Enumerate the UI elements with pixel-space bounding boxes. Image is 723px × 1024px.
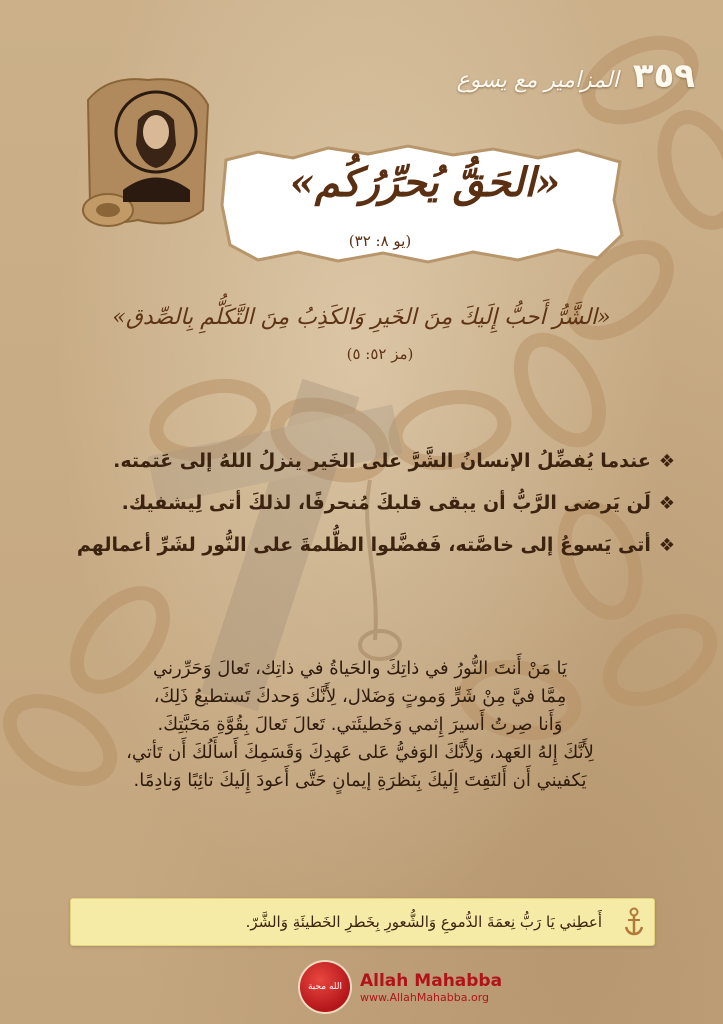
series-name: المزامير مع يسوع (456, 68, 619, 93)
prayer-line: يَكفيني أَن أَلتَفِتَ إِلَيكَ بِنَظرَةِ إيمانٍ حَتَّى أَعودَ إِلَيكَ تائِبًا وَنادِمًا. (133, 770, 587, 791)
jesus-icon-scroll (78, 70, 218, 235)
prayer-block (60, 655, 660, 795)
quote-reference: (مز ٥٢: ٥) (346, 345, 414, 363)
brand-url[interactable]: www.AllahMahabba.org (360, 990, 490, 1004)
supplication-text: أَعطِني يَا رَبُّ نِعمَةَ الدُّموعِ وَالشُّعورِ بِخَطرِ الخَطيئَةِ وَالشَّرّ. (245, 913, 602, 931)
diamond-bullet-icon: ❖ (658, 492, 675, 514)
psalm-quote: «الشَّرُّ أَحبُّ إِلَيكَ مِنَ الخَيرِ وَالكَذِبُ مِنَ التَّكَلُّمِ بِالصِّدق» (112, 305, 611, 330)
prayer-line: وَأَنا صِرتُ أَسيرَ إِثمي وَخَطيئَتي. تَعالَ تَعالَ بِقُوَّةِ مَحَبَّتِكَ. (157, 714, 563, 735)
diamond-bullet-icon: ❖ (658, 450, 675, 472)
footer-brand (300, 962, 530, 1012)
episode-number: ٣٥٩ (632, 56, 695, 96)
page-title: «الحَقُّ يُحرِّرُكُم» (289, 159, 561, 206)
prayer-line: لِأَنَّكَ إِلهُ العَهد، وَلِأَنَّكَ الوَفيُّ عَلى عَهدِكَ وَقَسَمِكَ أَسأَلُكَ أَن تَأتي، (126, 742, 594, 763)
prayer-line: مِمَّا فيَّ مِنْ شَرٍّ وَموتٍ وَضَلال، لِأَنَّكَ وَحدكَ تَستطيعُ ذَلِكَ، (153, 686, 567, 707)
list-item (50, 440, 675, 482)
brand-name: Allah Mahabba (360, 970, 503, 991)
list-item (50, 524, 675, 566)
series-header (457, 56, 695, 96)
point-text: أتى يَسوعُ إلى خاصَّته، فَفضَّلوا الظُّلمةَ على النُّور لشَرِّ أعمالهم (76, 534, 651, 556)
allah-mahabba-logo: الله محبة (300, 962, 350, 1012)
title-reference: (يو ٨: ٣٢) (348, 232, 412, 250)
diamond-bullet-icon: ❖ (658, 534, 675, 556)
list-item (50, 482, 675, 524)
reflection-points (50, 440, 675, 566)
point-text: عندما يُفضِّلُ الإنسانُ الشَّرَّ على الخَير ينزلُ اللهُ إلى عَتمته. (113, 450, 651, 472)
supplication-box (70, 898, 655, 946)
brand-block (360, 971, 502, 1004)
point-text: لَن يَرضى الرَّبُّ أن يبقى قلبكَ مُنحرفًا، لذلكَ أتى لِيشفيك. (121, 492, 651, 514)
anchor-icon (614, 907, 654, 937)
prayer-line: يَا مَنْ أَنتَ النُّورُ في ذاتِكَ والحَياةُ في ذاتِك، تَعالَ وَحَرِّرني (153, 658, 567, 679)
